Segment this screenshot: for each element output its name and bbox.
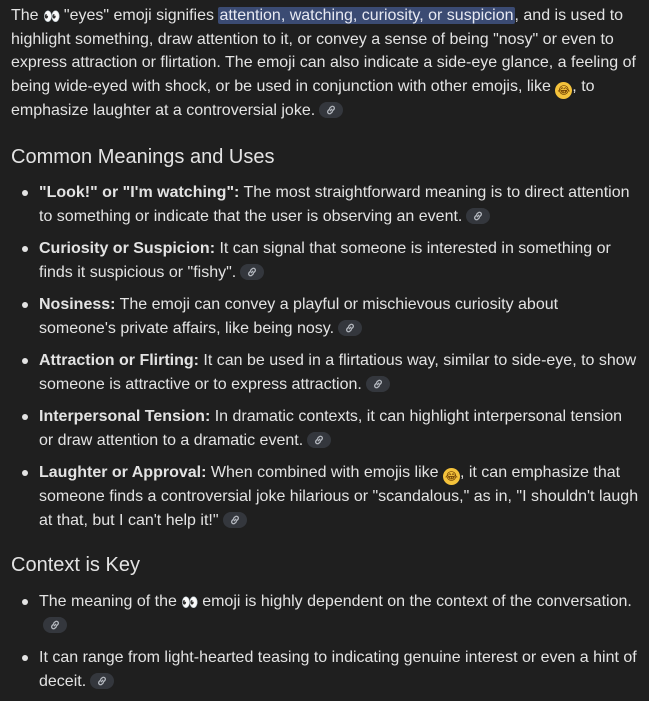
heading-context-is-key: Context is Key bbox=[11, 554, 140, 576]
item-term: Nosiness: bbox=[39, 296, 116, 313]
joy-emoji-icon: 😂 bbox=[555, 82, 572, 99]
list-item bbox=[11, 237, 639, 284]
citation-chip[interactable] bbox=[466, 208, 490, 224]
context-list bbox=[11, 590, 639, 693]
intro-text-1: The bbox=[11, 7, 44, 24]
link-icon bbox=[246, 266, 258, 278]
item-text: emoji is highly dependent on the context of the conversation. bbox=[197, 593, 632, 610]
citation-chip[interactable] bbox=[338, 320, 362, 336]
list-item bbox=[11, 405, 639, 452]
link-icon bbox=[325, 104, 337, 116]
list-item bbox=[11, 590, 639, 637]
citation-chip[interactable] bbox=[319, 102, 343, 118]
highlighted-phrase[interactable]: attention, watching, curiosity, or suspicion bbox=[219, 7, 514, 24]
item-text: , it can emphasize that someone finds a controversial joke hilarious or "scandalous," as in, "I shouldn't laugh at that, but I can't help it!" bbox=[39, 464, 639, 529]
eyes-emoji-icon: 👀 bbox=[43, 9, 60, 25]
item-text: When combined with emojis like bbox=[206, 464, 443, 481]
link-icon bbox=[472, 210, 484, 222]
citation-chip[interactable] bbox=[90, 673, 114, 689]
citation-chip[interactable] bbox=[366, 376, 390, 392]
item-term: Interpersonal Tension: bbox=[39, 408, 211, 425]
citation-chip[interactable] bbox=[307, 432, 331, 448]
list-item bbox=[11, 349, 639, 396]
intro-text-3: , and is used to highlight something, draw attention to it, or convey a sense of being "nosy" or even to express attraction or flirtation. The emoji can also indicate a side-eye glance, a feeling of being wide-eyed with shock, or be used in conjunction with other emojis, like bbox=[11, 7, 636, 95]
item-text: The emoji can convey a playful or mischievous curiosity about someone's private affairs, like being nosy. bbox=[39, 296, 559, 337]
item-term: Curiosity or Suspicion: bbox=[39, 240, 216, 257]
link-icon bbox=[49, 619, 61, 631]
item-text: It can range from light-hearted teasing to indicating genuine interest or even a hint of deceit. bbox=[39, 649, 637, 690]
list-item bbox=[11, 461, 639, 532]
list-item bbox=[11, 293, 639, 340]
intro-paragraph bbox=[11, 4, 639, 122]
link-icon bbox=[313, 434, 325, 446]
intro-text-4: , to emphasize laughter at a controversial joke. bbox=[11, 77, 595, 119]
list-item bbox=[11, 181, 639, 228]
link-icon bbox=[344, 322, 356, 334]
item-text: The meaning of the bbox=[39, 593, 182, 610]
citation-chip[interactable] bbox=[223, 512, 247, 528]
joy-emoji-icon: 😂 bbox=[443, 468, 460, 485]
link-icon bbox=[372, 378, 384, 390]
item-text: The most straightforward meaning is to direct attention to something or indicate that the user is observing an event. bbox=[39, 184, 630, 225]
link-icon bbox=[96, 675, 108, 687]
eyes-emoji-icon: 👀 bbox=[181, 595, 198, 611]
heading-common-meanings: Common Meanings and Uses bbox=[11, 146, 275, 168]
intro-text-2: "eyes" emoji signifies bbox=[59, 7, 219, 24]
citation-chip[interactable] bbox=[240, 264, 264, 280]
meanings-list bbox=[11, 181, 639, 532]
citation-chip[interactable] bbox=[43, 617, 67, 633]
link-icon bbox=[229, 514, 241, 526]
list-item bbox=[11, 646, 639, 693]
item-text: It can be used in a flirtatious way, similar to side-eye, to show someone is attractive or to express attraction. bbox=[39, 352, 637, 393]
item-text: It can signal that someone is interested in something or finds it suspicious or "fishy". bbox=[39, 240, 611, 281]
item-term: Laughter or Approval: bbox=[39, 464, 207, 481]
item-text: In dramatic contexts, it can highlight interpersonal tension or draw attention to a dramatic event. bbox=[39, 408, 623, 449]
item-term: Attraction or Flirting: bbox=[39, 352, 199, 369]
item-term: "Look!" or "I'm watching": bbox=[39, 184, 240, 201]
